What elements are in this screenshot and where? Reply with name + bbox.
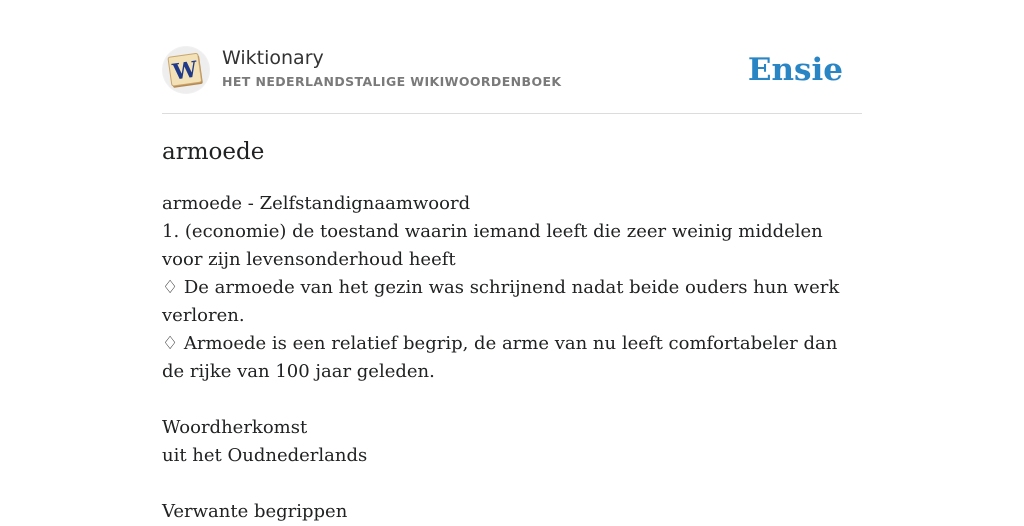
ensie-link[interactable]: Ensie bbox=[747, 52, 843, 88]
spacer bbox=[162, 386, 852, 414]
spacer bbox=[162, 470, 852, 498]
etymology-text: uit het Oudnederlands bbox=[162, 445, 368, 466]
entry-heading-line: armoede - Zelfstandignaamwoord bbox=[162, 193, 471, 214]
example-2: ♢ Armoede is een relatief begrip, de arme van nu leeft comfortabeler dan de rijke van 100 jaar geleden. bbox=[162, 333, 838, 382]
etymology-heading: Woordherkomst bbox=[162, 417, 308, 438]
site-tagline: HET NEDERLANDSTALIGE WIKIWOORDENBOEK bbox=[222, 74, 562, 89]
example-1: ♢ De armoede van het gezin was schrijnend nadat beide ouders hun werk verloren. bbox=[162, 277, 840, 326]
related-heading: Verwante begrippen bbox=[162, 501, 348, 522]
entry-content bbox=[162, 190, 852, 526]
page-title: armoede bbox=[162, 139, 265, 165]
site-header bbox=[162, 46, 862, 114]
site-name[interactable]: Wiktionary bbox=[222, 47, 324, 69]
brand bbox=[222, 46, 562, 90]
wiktionary-logo-icon[interactable] bbox=[162, 46, 210, 94]
definition: 1. (economie) de toestand waarin iemand leeft die zeer weinig middelen voor zijn levensonderhoud heeft bbox=[162, 221, 823, 270]
wiktionary-tile-icon bbox=[162, 46, 210, 94]
logo-letter: W bbox=[170, 56, 200, 86]
